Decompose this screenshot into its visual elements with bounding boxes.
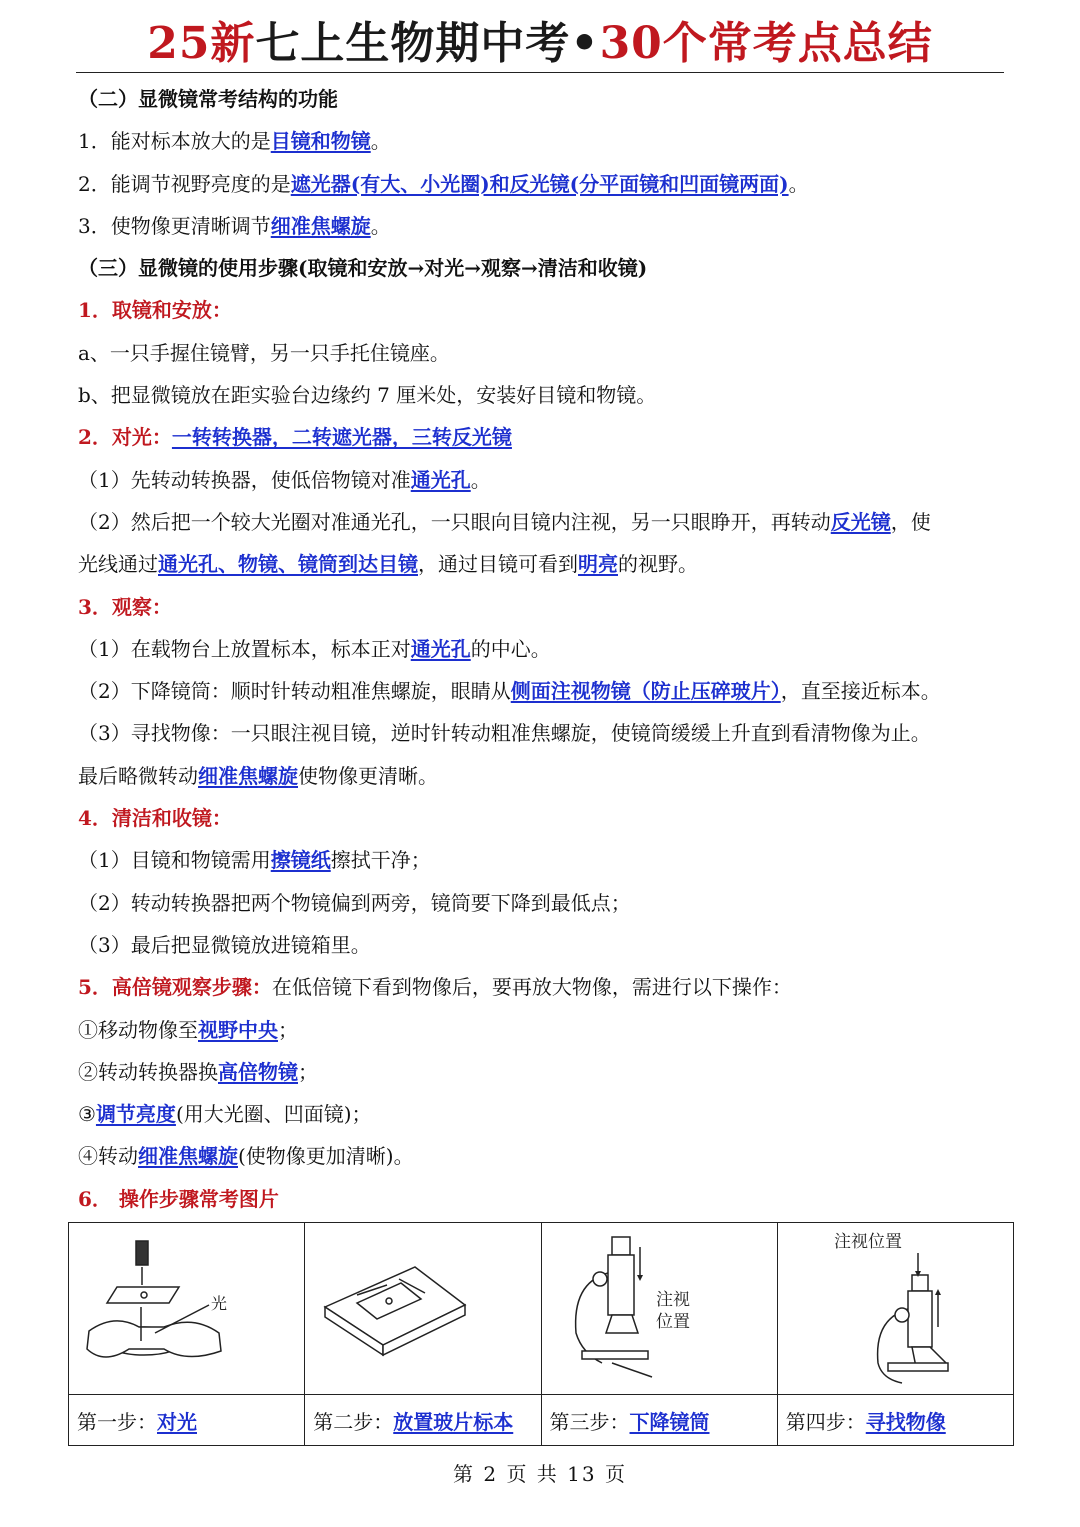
- key-term: 通光孔、物镜、镜筒到达目镜: [158, 552, 418, 577]
- text-segment: ，通过目镜可看到: [418, 552, 578, 577]
- text-segment: ③: [78, 1102, 96, 1127]
- title-part-1: 25新: [147, 18, 256, 69]
- key-term: 侧面注视物镜（防止压碎玻片）: [510, 679, 781, 704]
- text-segment: 在低倍镜下看到物像后，要再放大物像，需进行以下操作：: [271, 975, 792, 1000]
- text-segment: （2）转动转换器把两个物镜偏到两旁，镜筒要下降到最低点；: [78, 890, 631, 915]
- text-segment: (用大光圈、凹面镜)；: [175, 1102, 372, 1127]
- caption-prefix: 第四步：: [785, 1409, 866, 1434]
- figure-1-cell: [69, 1223, 305, 1395]
- text-line: [78, 678, 1010, 720]
- text-segment: 擦拭干净；: [330, 848, 431, 873]
- text-line: [78, 551, 1010, 593]
- key-term: 细准焦螺旋: [198, 763, 298, 788]
- figure-3-illustration: [542, 1223, 776, 1390]
- watch-label-1b: 位置: [655, 1312, 690, 1332]
- text-segment: ，直至接近标本。: [780, 679, 941, 704]
- key-term: 一转转换器，二转遮光器，三转反光镜: [171, 425, 512, 450]
- figure-2-illustration: [305, 1223, 539, 1390]
- caption-prefix: 第二步：: [313, 1409, 394, 1434]
- text-segment: 。: [470, 467, 491, 492]
- text-line: [78, 467, 1010, 509]
- text-line: [78, 382, 1010, 424]
- key-term: 擦镜纸: [270, 848, 331, 873]
- text-segment: ④转动: [78, 1144, 138, 1169]
- text-segment: ，使: [890, 509, 931, 534]
- caption-step-4: [777, 1395, 1013, 1446]
- text-segment: 最后略微转动: [78, 763, 198, 788]
- caption-value: 放置玻片标本: [393, 1409, 514, 1434]
- text-segment: （3）最后把显微镜放进镜箱里。: [78, 932, 371, 957]
- text-segment: (使物像更加清晰)。: [238, 1144, 414, 1169]
- section-heading: 4．清洁和收镜：: [78, 806, 232, 831]
- caption-step-1: [69, 1395, 305, 1446]
- title-part-2: 七上生物期中考•: [255, 18, 600, 69]
- key-term: 高倍物镜: [218, 1059, 298, 1084]
- caption-value: 下降镜筒: [629, 1409, 710, 1434]
- text-line: [78, 594, 1010, 636]
- text-segment: （2）下降镜筒：顺时针转动粗准焦螺旋，眼睛从: [78, 679, 511, 704]
- text-line: [78, 1017, 1010, 1059]
- key-term: 反光镜: [830, 509, 891, 534]
- text-line: [78, 128, 1010, 170]
- key-term: 通光孔: [410, 467, 471, 492]
- section-heading: 5．高倍镜观察步骤：: [78, 975, 272, 1000]
- text-segment: 的视野。: [618, 552, 698, 577]
- text-line: [78, 890, 1010, 932]
- text-segment: ②转动转换器换: [78, 1059, 218, 1084]
- text-line: [78, 213, 1010, 255]
- text-line: [78, 171, 1010, 213]
- light-label: 光: [211, 1294, 228, 1313]
- text-line: [78, 255, 1010, 297]
- title-divider: [76, 72, 1004, 73]
- key-term: 调节亮度: [95, 1102, 176, 1127]
- section-heading: 2．对光：: [78, 425, 172, 450]
- document-body: [78, 86, 1010, 1228]
- text-segment: ；: [278, 1017, 298, 1042]
- text-segment: 2．能调节视野亮度的是: [78, 171, 291, 196]
- text-line: [78, 636, 1010, 678]
- text-segment: 1．能对标本放大的是: [78, 129, 271, 154]
- text-segment: （3）寻找物像：一只眼注视目镜，逆时针转动粗准焦螺旋，使镜筒缓缓上升直到看清物像为止。: [78, 721, 931, 746]
- text-segment: 使物像更清晰。: [298, 763, 438, 788]
- watch-label-2: 注视位置: [833, 1232, 902, 1252]
- key-term: 通光孔: [410, 636, 471, 661]
- page-footer: 第 2 页 共 13 页: [453, 1462, 627, 1486]
- text-segment: 的中心。: [470, 636, 551, 661]
- section-heading: 1．取镜和安放：: [78, 298, 232, 323]
- text-line: [78, 720, 1010, 762]
- watch-label-1a: 注视: [655, 1290, 690, 1310]
- text-line: [78, 1059, 1010, 1101]
- text-segment: （1）在载物台上放置标本，标本正对: [78, 636, 411, 661]
- figure-4-illustration: [778, 1223, 1012, 1390]
- text-segment: 。: [788, 171, 809, 196]
- text-line: [78, 847, 1010, 889]
- caption-step-3: [541, 1395, 777, 1446]
- text-line: [78, 1101, 1010, 1143]
- text-segment: （1）先转动转换器，使低倍物镜对准: [78, 467, 411, 492]
- key-term: 遮光器(有大、小光圈)和反光镜(分平面镜和凹面镜两面): [290, 171, 789, 196]
- caption-value: 对光: [157, 1409, 197, 1434]
- caption-step-2: [305, 1395, 541, 1446]
- text-segment: 。: [370, 129, 391, 154]
- text-line: [78, 340, 1010, 382]
- text-line: [78, 424, 1010, 466]
- caption-prefix: 第一步：: [77, 1409, 157, 1434]
- key-term: 细准焦螺旋: [138, 1144, 238, 1169]
- figure-3-cell: [541, 1223, 777, 1395]
- key-term: 细准焦螺旋: [270, 213, 371, 238]
- figure-1-illustration: [69, 1223, 303, 1390]
- text-segment: ①移动物像至: [78, 1017, 198, 1042]
- text-line: [78, 932, 1010, 974]
- text-segment: ；: [298, 1059, 318, 1084]
- key-term: 明亮: [578, 552, 618, 577]
- figure-2-cell: [305, 1223, 541, 1395]
- text-line: [78, 805, 1010, 847]
- section-heading: 3．观察：: [78, 594, 172, 619]
- key-term: 视野中央: [198, 1017, 278, 1042]
- text-segment: （2）然后把一个较大光圈对准通光孔，一只眼向目镜内注视，另一只眼睁开，再转动: [78, 509, 831, 534]
- subsection-title: （二）显微镜常考结构的功能: [78, 87, 338, 111]
- figure-table: [68, 1222, 1014, 1446]
- page-title: [0, 14, 1080, 74]
- text-line: [78, 509, 1010, 551]
- text-segment: b、把显微镜放在距实验台边缘约 7 厘米处，安装好目镜和物镜。: [78, 383, 657, 408]
- subsection-title: （三）显微镜的使用步骤(取镜和安放→对光→观察→清洁和收镜): [78, 256, 648, 281]
- caption-value: 寻找物像: [865, 1409, 946, 1434]
- text-segment: 光线通过: [78, 552, 158, 577]
- text-segment: a、一只手握住镜臂，另一只手托住镜座。: [78, 340, 450, 365]
- section-heading: 6． 操作步骤常考图片: [78, 1186, 279, 1211]
- text-segment: 3．使物像更清晰调节: [78, 213, 271, 238]
- text-segment: （1）目镜和物镜需用: [78, 848, 271, 873]
- text-line: [78, 763, 1010, 805]
- text-line: [78, 1143, 1010, 1185]
- figure-4-cell: [777, 1223, 1013, 1395]
- text-line: [78, 86, 1010, 128]
- text-segment: 。: [370, 213, 391, 238]
- key-term: 目镜和物镜: [270, 129, 371, 154]
- text-line: [78, 974, 1010, 1016]
- title-part-3: 30个常考点总结: [599, 18, 933, 69]
- text-line: [78, 297, 1010, 339]
- caption-prefix: 第三步：: [549, 1409, 630, 1434]
